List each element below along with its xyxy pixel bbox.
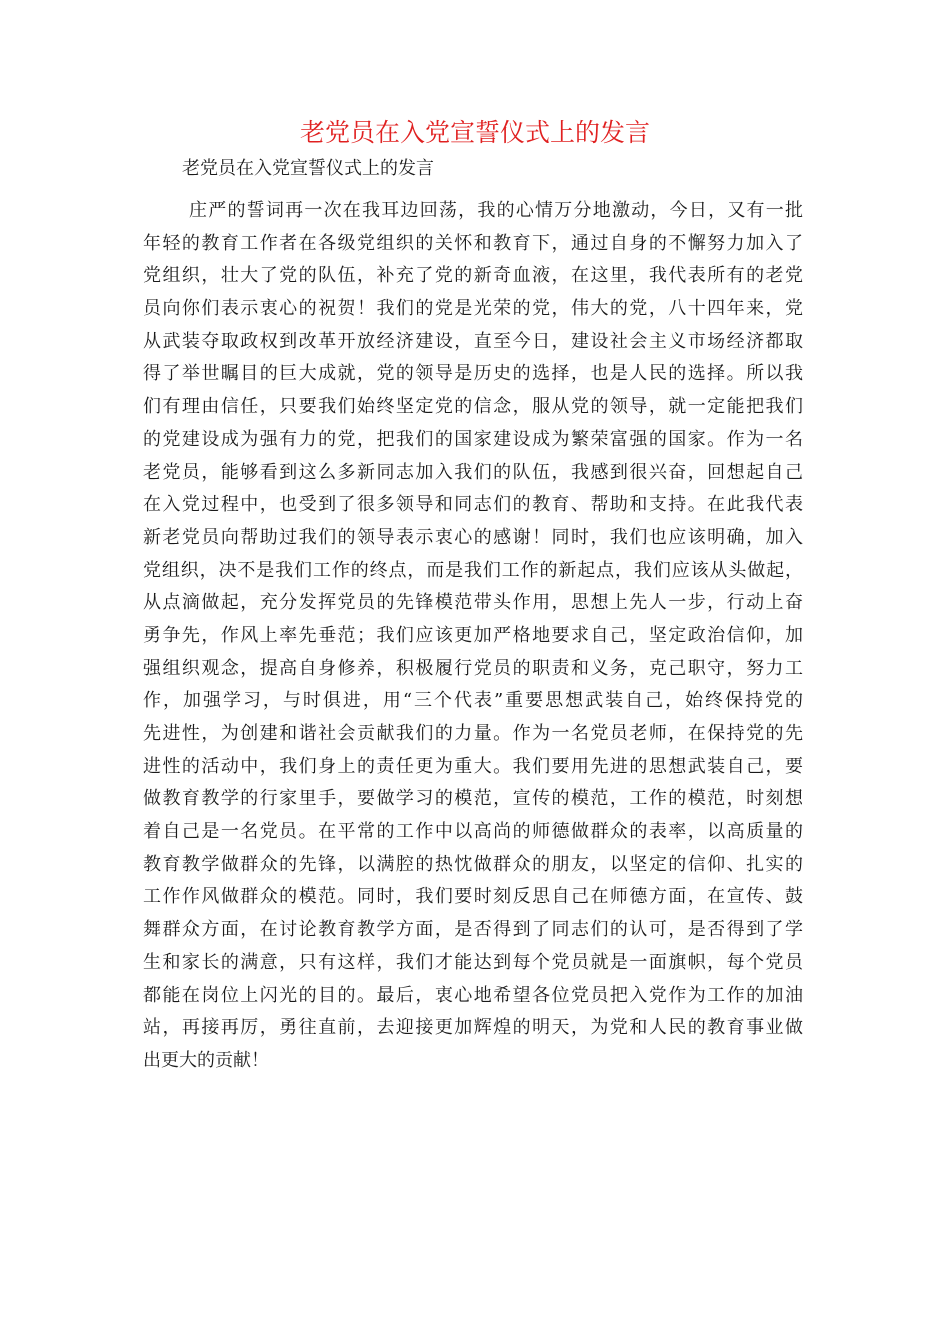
paragraph-line: 工作作风做群众的模范。同时，我们要时刻反思自己在师德方面，在宣传、鼓 xyxy=(143,886,803,908)
paragraph-line: 作，加强学习，与时俱进，用“三个代表”重要思想武装自己，始终保持党的 xyxy=(143,690,803,712)
paragraph-line: 新老党员向帮助过我们的领导表示衷心的感谢！同时，我们也应该明确，加入 xyxy=(143,526,803,548)
paragraph-line: 员向你们表示衷心的祝贺！我们的党是光荣的党，伟大的党，八十四年来，党 xyxy=(143,298,803,320)
paragraph-line: 勇争先，作风上率先垂范；我们应该更加严格地要求自己，坚定政治信仰，加 xyxy=(143,624,803,646)
document-body xyxy=(143,195,803,1078)
paragraph-line: 党组织，决不是我们工作的终点，而是我们工作的新起点，我们应该从头做起， xyxy=(143,559,803,581)
paragraph-line: 年轻的教育工作者在各级党组织的关怀和教育下，通过自身的不懈努力加入了 xyxy=(143,232,803,254)
paragraph-line: 从武装夺取政权到改革开放经济建设，直至今日，建设社会主义市场经济都取 xyxy=(143,330,803,352)
paragraph-line: 教育教学做群众的先锋，以满腔的热忱做群众的朋友，以坚定的信仰、扎实的 xyxy=(143,853,803,875)
paragraph-line: 老党员，能够看到这么多新同志加入我们的队伍，我感到很兴奋，回想起自己 xyxy=(143,461,803,483)
paragraph-line: 出更大的贡献！ xyxy=(143,1049,269,1071)
paragraph-line: 进性的活动中，我们身上的责任更为重大。我们要用先进的思想武装自己，要 xyxy=(143,755,803,777)
paragraph-line: 在入党过程中，也受到了很多领导和同志们的教育、帮助和支持。在此我代表 xyxy=(143,494,803,516)
paragraph-line: 着自己是一名党员。在平常的工作中以高尚的师德做群众的表率，以高质量的 xyxy=(143,821,803,843)
document-title: 老党员在入党宣誓仪式上的发言 xyxy=(299,118,650,147)
document-subtitle: 老党员在入党宣誓仪式上的发言 xyxy=(182,158,434,179)
paragraph-line: 们有理由信任，只要我们始终坚定党的信念，服从党的领导，就一定能把我们 xyxy=(143,396,803,418)
paragraph-line: 站，再接再厉，勇往直前，去迎接更加辉煌的明天，为党和人民的教育事业做 xyxy=(143,1017,803,1039)
paragraph-line: 得了举世瞩目的巨大成就，党的领导是历史的选择，也是人民的选择。所以我 xyxy=(143,363,803,385)
paragraph-line: 强组织观念，提高自身修养，积极履行党员的职责和义务，克己职守，努力工 xyxy=(143,657,803,679)
paragraph-line: 的党建设成为强有力的党，把我们的国家建设成为繁荣富强的国家。作为一名 xyxy=(143,428,803,450)
paragraph-line: 生和家长的满意，只有这样，我们才能达到每个党员就是一面旗帜，每个党员 xyxy=(143,951,803,973)
paragraph-line: 舞群众方面，在讨论教育教学方面，是否得到了同志们的认可，是否得到了学 xyxy=(143,919,803,941)
paragraph-line: 庄严的誓词再一次在我耳边回荡，我的心情万分地激动，今日，又有一批 xyxy=(189,200,803,221)
paragraph-line: 都能在岗位上闪光的目的。最后，衷心地希望各位党员把入党作为工作的加油 xyxy=(143,984,803,1006)
paragraph-line: 做教育教学的行家里手，要做学习的模范，宣传的模范，工作的模范，时刻想 xyxy=(143,788,803,810)
paragraph-line: 党组织，壮大了党的队伍，补充了党的新奇血液，在这里，我代表所有的老党 xyxy=(143,265,803,287)
paragraph-line: 先进性，为创建和谐社会贡献我们的力量。作为一名党员老师，在保持党的先 xyxy=(143,723,803,744)
paragraph-line: 从点滴做起，充分发挥党员的先锋模范带头作用，思想上先人一步，行动上奋 xyxy=(143,592,803,614)
